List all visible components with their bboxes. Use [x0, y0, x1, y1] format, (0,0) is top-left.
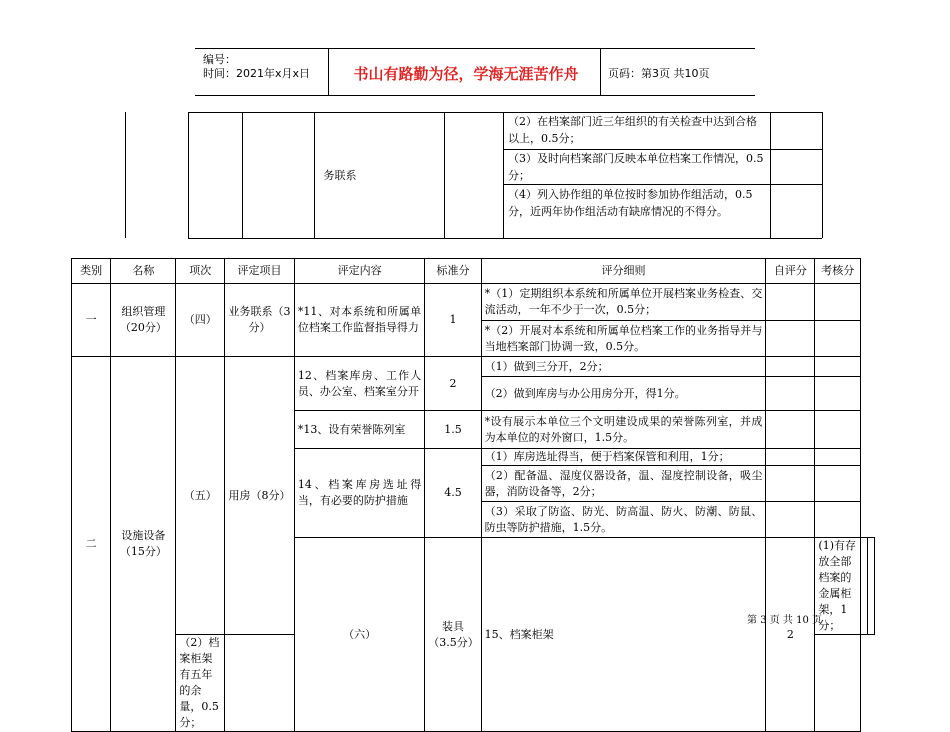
header-review-score: 考核分: [815, 259, 861, 284]
item-cell: 业务联系（3分）: [225, 284, 295, 357]
page-indicator: 页码：第3页 共10页: [608, 67, 710, 80]
self-score-cell[interactable]: [766, 377, 815, 411]
detail-cell: *（1）定期组织本系统和所属单位开展档案业务检查、交流活动，一年不少于一次，0.5分；: [481, 284, 766, 321]
content-cell: 12、档案库房、工作人员、办公室、档案室分开: [294, 357, 424, 411]
content-cell: *13、设有荣誉陈列室: [294, 411, 424, 449]
detail-cell: （3）采取了防盗、防光、防高温、防火、防潮、防鼠、防虫等防护措施，1.5分。: [481, 502, 766, 538]
review-score-cell[interactable]: [815, 321, 861, 357]
review-score-cell[interactable]: [815, 357, 861, 377]
self-score-cell[interactable]: [861, 538, 868, 635]
content-cell: 14、档案库房选址得当，有必要的防护措施: [294, 449, 424, 538]
score-cell: 1: [425, 284, 481, 357]
serial-label: 编号：: [203, 53, 236, 66]
header-content: 评定内容: [294, 259, 424, 284]
name-cell: 组织管理（20分）: [111, 284, 176, 357]
detail-cell: （2）档案柜架有五年的余量，0.5分；: [176, 635, 225, 732]
table-row: [72, 284, 875, 321]
name-cell: 设施设备（15分）: [111, 357, 176, 732]
fragment-detail-3: （3）及时向档案部门反映本单位档案工作情况，0.5分；: [508, 152, 764, 182]
review-score-cell[interactable]: [815, 284, 861, 321]
page-footer: 第 3 页 共 10 页: [747, 615, 822, 626]
header-details: 评分细则: [481, 259, 766, 284]
review-score-cell[interactable]: [815, 466, 861, 502]
review-score-cell[interactable]: [815, 502, 861, 538]
self-score-cell[interactable]: [766, 357, 815, 377]
header-motto: 书山有路勤为径，学海无涯苦作舟: [353, 65, 579, 83]
page-header: [195, 48, 755, 96]
score-cell: 2: [425, 357, 481, 411]
table-row: [72, 357, 875, 377]
header-score: 标准分: [425, 259, 481, 284]
self-score-cell[interactable]: [766, 466, 815, 502]
table-header-row: [72, 259, 875, 284]
category-cell: 二: [72, 357, 111, 732]
detail-cell: *设有展示本单位三个文明建设成果的荣誉陈列室，并成为本单位的对外窗口，1.5分。: [481, 411, 766, 449]
self-score-cell[interactable]: [766, 449, 815, 466]
header-item-no: 项次: [176, 259, 225, 284]
item-no-cell: （五）: [176, 357, 225, 635]
review-score-cell[interactable]: [815, 411, 861, 449]
self-score-cell[interactable]: [766, 284, 815, 321]
review-score-cell[interactable]: [868, 538, 875, 635]
detail-cell: *（2）开展对本系统和所属单位档案工作的业务指导并与当地档案部门协调一致，0.5分。: [481, 321, 766, 357]
header-name: 名称: [111, 259, 176, 284]
detail-cell: （1）做到三分开，2分；: [481, 357, 766, 377]
self-score-cell[interactable]: [766, 411, 815, 449]
item-cell: 装具（3.5分）: [425, 538, 481, 732]
fragment-detail-2: （2）在档案部门近三年组织的有关检查中达到合格以上，0.5分；: [508, 115, 757, 145]
self-score-cell[interactable]: [225, 635, 295, 732]
review-score-cell[interactable]: [815, 635, 861, 732]
score-cell: 1.5: [425, 411, 481, 449]
self-score-cell[interactable]: [766, 321, 815, 357]
fragment-item-name: 务联系: [323, 169, 357, 182]
score-cell: 2: [766, 538, 815, 732]
review-score-cell[interactable]: [815, 377, 861, 411]
header-category: 类别: [72, 259, 111, 284]
review-score-cell[interactable]: [815, 449, 861, 466]
category-cell: 一: [72, 284, 111, 357]
item-cell: 用房（8分）: [225, 357, 295, 635]
header-self-score: 自评分: [766, 259, 815, 284]
detail-cell: （2）配备温、湿度仪器设备，温、湿度控制设备，吸尘器，消防设备等，2分；: [481, 466, 766, 502]
item-no-cell: （四）: [176, 284, 225, 357]
fragment-detail-4: （4）列入协作组的单位按时参加协作组活动，0.5分，近两年协作组活动有缺席情况的不得分。: [508, 188, 753, 218]
detail-cell: （1）库房选址得当，便于档案保管和利用，1分；: [481, 449, 766, 466]
content-cell: *11、对本系统和所属单位档案工作监督指导得力: [294, 284, 424, 357]
self-score-cell[interactable]: [766, 502, 815, 538]
content-cell: 15、档案柜架: [481, 538, 766, 732]
detail-cell: （2）做到库房与办公用房分开，得1分。: [481, 377, 766, 411]
evaluation-table: [71, 258, 875, 732]
score-cell: 4.5: [425, 449, 481, 538]
header-item: 评定项目: [225, 259, 295, 284]
detail-cell: (1)有存放全部档案的金属柜架，1分；: [815, 538, 861, 635]
item-no-cell: （六）: [294, 538, 424, 732]
time-label: 时间：2021年x月x日: [203, 67, 311, 80]
